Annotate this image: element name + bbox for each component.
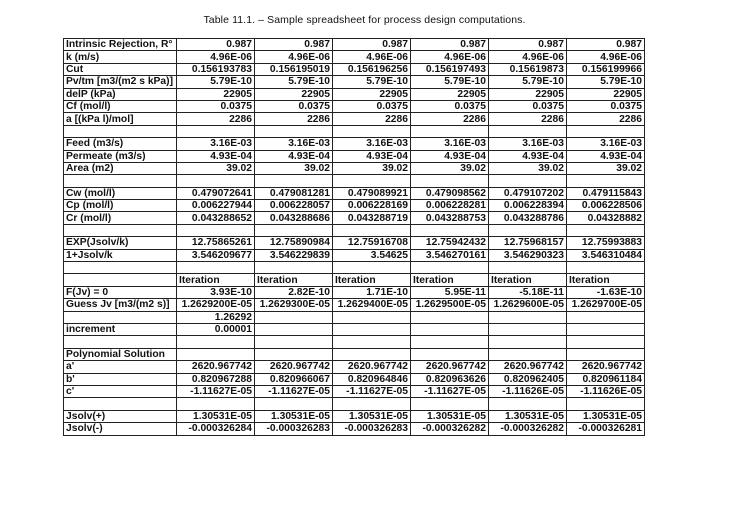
table-cell: 1.30531E-05 [411,410,489,422]
table-cell: 39.02 [177,162,255,174]
table-cell: 4.96E-06 [255,51,333,63]
row-label: Jsolv(+) [64,410,177,422]
table-cell: -0.000326283 [333,423,411,435]
table-cell [567,336,645,348]
row-label [64,262,177,274]
table-cell: 39.02 [489,162,567,174]
table-cell [489,125,567,137]
table-cell: 0.006227944 [177,200,255,212]
table-cell: 12.75942432 [411,237,489,249]
table-cell [255,336,333,348]
table-cell: 1.2629200E-05 [177,299,255,311]
table-cell [255,262,333,274]
table-cell [567,348,645,360]
table-row [64,237,645,249]
table-cell: 0.0375 [489,100,567,112]
table-cell: 4.96E-06 [177,51,255,63]
row-label: F(Jv) = 0 [64,286,177,298]
table-cell: -0.000326282 [489,423,567,435]
table-cell: 0.156199966 [567,63,645,75]
table-cell: 2620.967742 [567,361,645,373]
table-cell: 0.479072641 [177,187,255,199]
table-row [64,138,645,150]
table-cell: -1.11627E-05 [333,385,411,397]
table-cell: 2286 [177,113,255,125]
table-cell: 5.79E-10 [489,76,567,88]
row-label: Pv/tm [m3/(m2 s kPa)] [64,76,177,88]
table-cell: 22905 [177,88,255,100]
table-cell: 0.820967288 [177,373,255,385]
row-label: Cw (mol/l) [64,187,177,199]
table-row [64,150,645,162]
table-cell: 0.479107202 [489,187,567,199]
table-cell: 5.79E-10 [411,76,489,88]
table-cell: Iteration [567,274,645,286]
table-cell: 1.2629700E-05 [567,299,645,311]
table-cell [255,224,333,236]
table-cell [177,336,255,348]
table-cell: -1.11626E-05 [567,385,645,397]
table-cell [333,175,411,187]
table-cell [411,125,489,137]
table-cell: 3.16E-03 [567,138,645,150]
table-cell [333,398,411,410]
row-label [64,224,177,236]
table-cell: 1.2629400E-05 [333,299,411,311]
table-cell: 12.75890984 [255,237,333,249]
table-cell: 0.043288686 [255,212,333,224]
row-label: a' [64,361,177,373]
row-label: Area (m2) [64,162,177,174]
table-cell: 4.96E-06 [567,51,645,63]
table-cell: 0.0375 [255,100,333,112]
row-label [64,311,177,323]
table-cell: Iteration [255,274,333,286]
table-cell: 1.2629600E-05 [489,299,567,311]
table-cell: 1.30531E-05 [333,410,411,422]
table-cell [489,262,567,274]
table-cell: 4.93E-04 [177,150,255,162]
table-cell: 0.987 [177,39,255,51]
row-label: Cp (mol/l) [64,200,177,212]
table-cell: 22905 [255,88,333,100]
table-cell: 0.987 [411,39,489,51]
table-row [64,224,645,236]
table-row [64,336,645,348]
row-label: Feed (m3/s) [64,138,177,150]
table-row [64,113,645,125]
table-cell: 0.987 [255,39,333,51]
table-cell [489,348,567,360]
row-label: Cf (mol/l) [64,100,177,112]
table-cell [333,125,411,137]
table-cell: 5.79E-10 [333,76,411,88]
table-cell: 0.820961184 [567,373,645,385]
table-cell: 0.00001 [177,323,255,335]
table-cell: 5.95E-11 [411,286,489,298]
table-cell: 3.546270161 [411,249,489,261]
table-cell: 2620.967742 [333,361,411,373]
table-row [64,323,645,335]
row-label: EXP(Jsolv/k) [64,237,177,249]
table-cell [177,125,255,137]
table-cell [567,323,645,335]
table-cell: -1.11627E-05 [411,385,489,397]
table-cell: 2286 [255,113,333,125]
row-label: Permeate (m3/s) [64,150,177,162]
table-cell: -5.18E-11 [489,286,567,298]
table-cell [255,398,333,410]
table-cell [567,224,645,236]
table-row [64,373,645,385]
table-cell: 22905 [333,88,411,100]
table-cell: 3.16E-03 [489,138,567,150]
table-cell: 0.479115843 [567,187,645,199]
table-row [64,76,645,88]
table-cell: 2.82E-10 [255,286,333,298]
table-row [64,175,645,187]
table-row [64,51,645,63]
table-row [64,348,645,360]
table-cell: Iteration [333,274,411,286]
table-cell: 4.93E-04 [255,150,333,162]
table-cell [567,262,645,274]
table-cell [333,336,411,348]
table-cell [255,311,333,323]
table-cell: -0.000326282 [411,423,489,435]
table-cell: 3.16E-03 [177,138,255,150]
table-cell: 2620.967742 [255,361,333,373]
table-cell: 0.987 [333,39,411,51]
table-cell [255,125,333,137]
table-row [64,274,645,286]
table-cell [411,336,489,348]
table-cell: 39.02 [333,162,411,174]
table-row [64,63,645,75]
table-cell [489,398,567,410]
row-label: a [(kPa l)/mol] [64,113,177,125]
table-cell: 0.0375 [177,100,255,112]
table-cell: 0.0375 [411,100,489,112]
table-cell: 1.2629300E-05 [255,299,333,311]
table-cell [177,398,255,410]
table-row [64,262,645,274]
table-cell: 22905 [411,88,489,100]
table-cell [177,175,255,187]
table-cell: 0.043288753 [411,212,489,224]
table-row [64,299,645,311]
table-caption: Table 11.1. – Sample spreadsheet for process design computations. [203,14,526,26]
table-cell: 1.30531E-05 [255,410,333,422]
table-row [64,361,645,373]
table-cell: 0.156193783 [177,63,255,75]
table-cell [333,348,411,360]
table-cell: 12.75993883 [567,237,645,249]
table-cell: 3.16E-03 [333,138,411,150]
table-cell: 1.71E-10 [333,286,411,298]
table-row [64,162,645,174]
table-row [64,187,645,199]
table-cell [177,348,255,360]
table-cell: 0.043288719 [333,212,411,224]
table-cell: 12.75968157 [489,237,567,249]
table-cell [255,323,333,335]
table-cell: -1.11626E-05 [489,385,567,397]
table-row [64,212,645,224]
table-cell: 2620.967742 [177,361,255,373]
row-label [64,274,177,286]
table-cell: 0.006228506 [567,200,645,212]
table-cell: 1.30531E-05 [177,410,255,422]
table-cell: 2286 [567,113,645,125]
row-label: Cr (mol/l) [64,212,177,224]
table-cell [333,323,411,335]
table-cell [567,125,645,137]
table-cell: Iteration [489,274,567,286]
table-cell [333,224,411,236]
table-cell: 0.987 [489,39,567,51]
table-cell: 0.156197493 [411,63,489,75]
table-row [64,286,645,298]
table-cell: 0.006228169 [333,200,411,212]
table-cell: 2286 [489,113,567,125]
row-label: Jsolv(-) [64,423,177,435]
table-cell: 2286 [411,113,489,125]
table-cell [411,348,489,360]
table-cell [567,175,645,187]
row-label [64,175,177,187]
table-cell: 1.2629500E-05 [411,299,489,311]
table-row [64,311,645,323]
row-label: c' [64,385,177,397]
table-cell: 39.02 [411,162,489,174]
table-cell [567,311,645,323]
table-row [64,398,645,410]
table-cell: 12.75865261 [177,237,255,249]
table-cell: 3.546290323 [489,249,567,261]
table-cell: 0.006228057 [255,200,333,212]
spreadsheet-table [63,38,645,436]
table-row [64,88,645,100]
table-cell: 0.820966067 [255,373,333,385]
table-cell: -1.11627E-05 [255,385,333,397]
table-cell: 4.93E-04 [411,150,489,162]
table-cell [255,348,333,360]
row-label: 1+Jsolv/k [64,249,177,261]
table-cell: 5.79E-10 [255,76,333,88]
table-row [64,423,645,435]
table-row [64,410,645,422]
table-cell: 39.02 [255,162,333,174]
table-row [64,125,645,137]
table-cell: 4.93E-04 [567,150,645,162]
row-label: Polynomial Solution [64,348,177,360]
table-cell: -1.11627E-05 [177,385,255,397]
table-cell: 0.156195019 [255,63,333,75]
table-cell: 0.006228281 [411,200,489,212]
table-cell: 0.479081281 [255,187,333,199]
table-cell: 39.02 [567,162,645,174]
table-cell: 0.987 [567,39,645,51]
table-cell: 3.16E-03 [255,138,333,150]
row-label: b' [64,373,177,385]
table-cell: 0.043288786 [489,212,567,224]
table-cell: 0.479098562 [411,187,489,199]
table-cell [177,224,255,236]
table-cell [489,311,567,323]
table-row [64,200,645,212]
table-cell: 0.043288652 [177,212,255,224]
table-cell: 0.15619873 [489,63,567,75]
table-cell: 0.04328882 [567,212,645,224]
table-cell [333,262,411,274]
table-cell: -1.63E-10 [567,286,645,298]
row-label: k (m/s) [64,51,177,63]
table-row [64,249,645,261]
row-label: Intrinsic Rejection, R° [64,39,177,51]
table-cell: 12.75916708 [333,237,411,249]
row-label [64,336,177,348]
table-cell: 0.820964846 [333,373,411,385]
table-cell: -0.000326284 [177,423,255,435]
table-cell: 1.30531E-05 [567,410,645,422]
table-cell [411,323,489,335]
table-cell: 2620.967742 [411,361,489,373]
table-cell [489,336,567,348]
table-cell [489,175,567,187]
table-cell: Iteration [411,274,489,286]
table-cell: 0.479089921 [333,187,411,199]
table-cell: 3.546209677 [177,249,255,261]
row-label [64,398,177,410]
table-cell: Iteration [177,274,255,286]
row-label: delP (kPa) [64,88,177,100]
table-cell: 3.546310484 [567,249,645,261]
table-cell: 5.79E-10 [567,76,645,88]
table-cell [255,175,333,187]
table-cell: 22905 [567,88,645,100]
table-cell: 4.93E-04 [333,150,411,162]
table-cell [411,262,489,274]
table-cell: 4.96E-06 [411,51,489,63]
table-cell: 3.546229839 [255,249,333,261]
table-cell: 3.93E-10 [177,286,255,298]
table-cell: 0.0375 [567,100,645,112]
table-cell: 0.820962405 [489,373,567,385]
table-cell [489,323,567,335]
table-cell [411,175,489,187]
table-cell: 0.0375 [333,100,411,112]
table-cell: 0.820963626 [411,373,489,385]
table-cell: 2620.967742 [489,361,567,373]
table-cell [177,262,255,274]
table-cell: -0.000326281 [567,423,645,435]
table-cell [411,398,489,410]
row-label: increment [64,323,177,335]
table-cell: 4.96E-06 [333,51,411,63]
table-row [64,39,645,51]
table-cell [567,398,645,410]
table-row [64,385,645,397]
table-cell: 22905 [489,88,567,100]
table-cell: 4.93E-04 [489,150,567,162]
row-label: Cut [64,63,177,75]
table-row [64,100,645,112]
table-cell [489,224,567,236]
row-label: Guess Jv [m3/(m2 s)] [64,299,177,311]
table-cell: 0.156196256 [333,63,411,75]
table-cell: 0.006228394 [489,200,567,212]
table-cell [333,311,411,323]
table-cell [411,311,489,323]
table-cell: 4.96E-06 [489,51,567,63]
table-cell: 2286 [333,113,411,125]
row-label [64,125,177,137]
table-cell: 1.30531E-05 [489,410,567,422]
table-cell: 5.79E-10 [177,76,255,88]
table-cell: 3.54625 [333,249,411,261]
table-cell [411,224,489,236]
table-cell: 1.26292 [177,311,255,323]
table-cell: -0.000326283 [255,423,333,435]
table-cell: 3.16E-03 [411,138,489,150]
